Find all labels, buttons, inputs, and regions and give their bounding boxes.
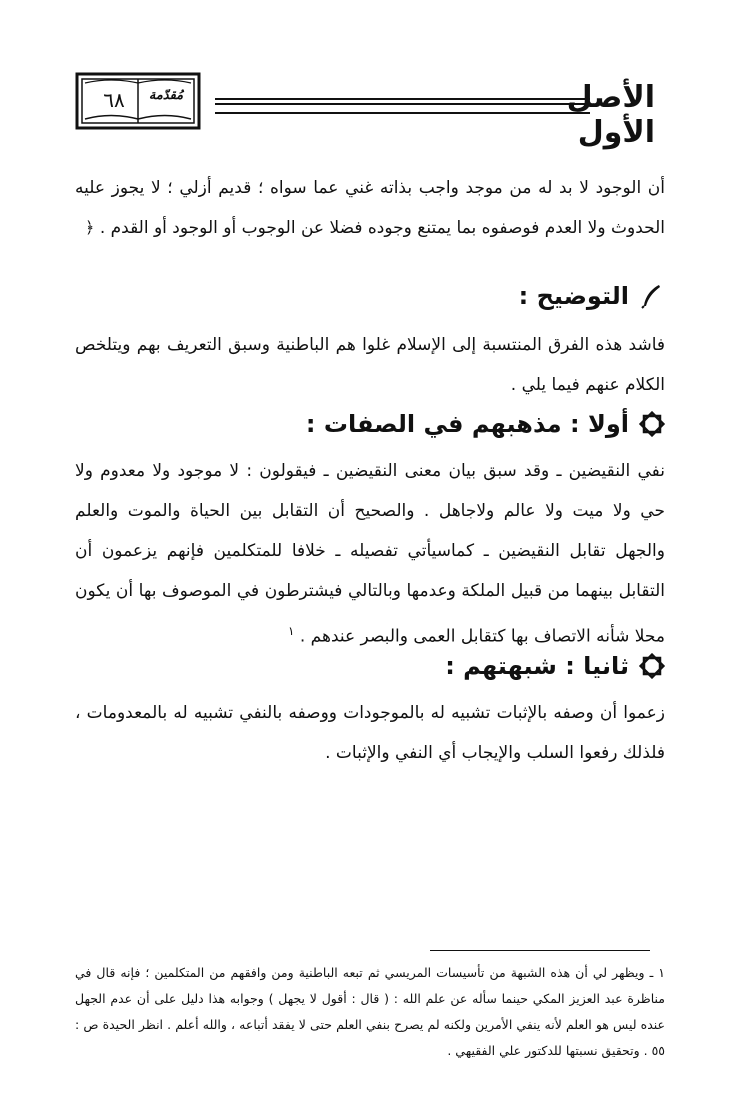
- book-ornament: [75, 72, 201, 130]
- heading-explanation: [519, 282, 665, 310]
- paragraph-2: فاشد هذه الفرق المنتسبة إلى الإسلام غلوا هم الباطنية وسبق التعريف بهم ويتلخص الكلام عنهم فيما يلي .: [75, 335, 665, 395]
- star-ornament-icon: [639, 411, 665, 437]
- page-number: ٦٨: [103, 88, 125, 112]
- page-header: [75, 68, 655, 150]
- heading-explanation-text: التوضيح :: [518, 282, 629, 310]
- quill-icon: [639, 283, 665, 309]
- footnote-reference: ١: [288, 624, 295, 638]
- paragraph-1: [75, 168, 665, 248]
- star-ornament-icon: [639, 653, 665, 679]
- paragraph-3: [75, 451, 665, 657]
- paragraph-4: زعموا أن وصفه بالإثبات تشبيه له بالموجودات ووصفه بالنفي تشبيه له بالمعدومات ، فلذلك رفعوا السلب والإيجاب أي النفي والإثبات .: [75, 703, 665, 763]
- paragraph-1-text: أن الوجود لا بد له من موجد واجب بذاته غني عما سواه ؛ قديم أزلي ؛ لا يجوز عليه الحدوث ولا العدم فوصفوه بما يمتنع وجوده فضلا عن الوجوب أو الوجود أو القدم .: [75, 178, 665, 238]
- footnote: ١ ـ ويظهر لي أن هذه الشبهة من تأسيسات المريسي ثم تبعه الباطنية ومن وافقهم من المتكلمين ؛ فإنه قال في مناظرة عبد العزيز المكي حينما سأله عن علم الله : ( قال : أقول لا يجهل ) وجوابه هذا دليل على أن عدم الجهل عنده ليس هو العلم لأنه ينفي الأمرين ولكنه لم يصرح بنفي العلم حتى لا يفقد أتباعه ، والله أعلم . انظر الحيدة ص : ٥٥ . وتحقيق نسبتها للدكتور علي الفقيهي .: [75, 965, 665, 1058]
- book-label: مُقدّمة: [148, 88, 184, 103]
- chapter-title: الأصل الأول: [566, 80, 655, 150]
- ornament-endmark: ﴿: [85, 218, 95, 237]
- heading-second: [445, 652, 665, 680]
- heading-first: [306, 410, 665, 438]
- heading-first-text: أولا : مذهبهم في الصفات :: [305, 410, 629, 438]
- paragraph-3-text: نفي النقيضين ـ وقد سبق بيان معنى النقيضين ـ فيقولون : لا موجود ولا معدوم ولا حي ولا ميت ولا عالم ولاجاهل . والصحيح أن التقابل بين الحياة والموت والعلم والجهل تقابل النقيضين ـ كماسيأتي تفصيله ـ خلافا للمتكلمين فإنهم يزعمون أن التقابل بينهما من قبيل الملكة وعدمها وبالتالي فيشترطون في الموصوف بها أن يكون محلا شأنه الاتصاف بها كتقابل العمى والبصر عندهم .: [75, 461, 665, 647]
- heading-second-text: ثانيا : شبهتهم :: [445, 652, 629, 680]
- footnote-divider: [430, 950, 650, 951]
